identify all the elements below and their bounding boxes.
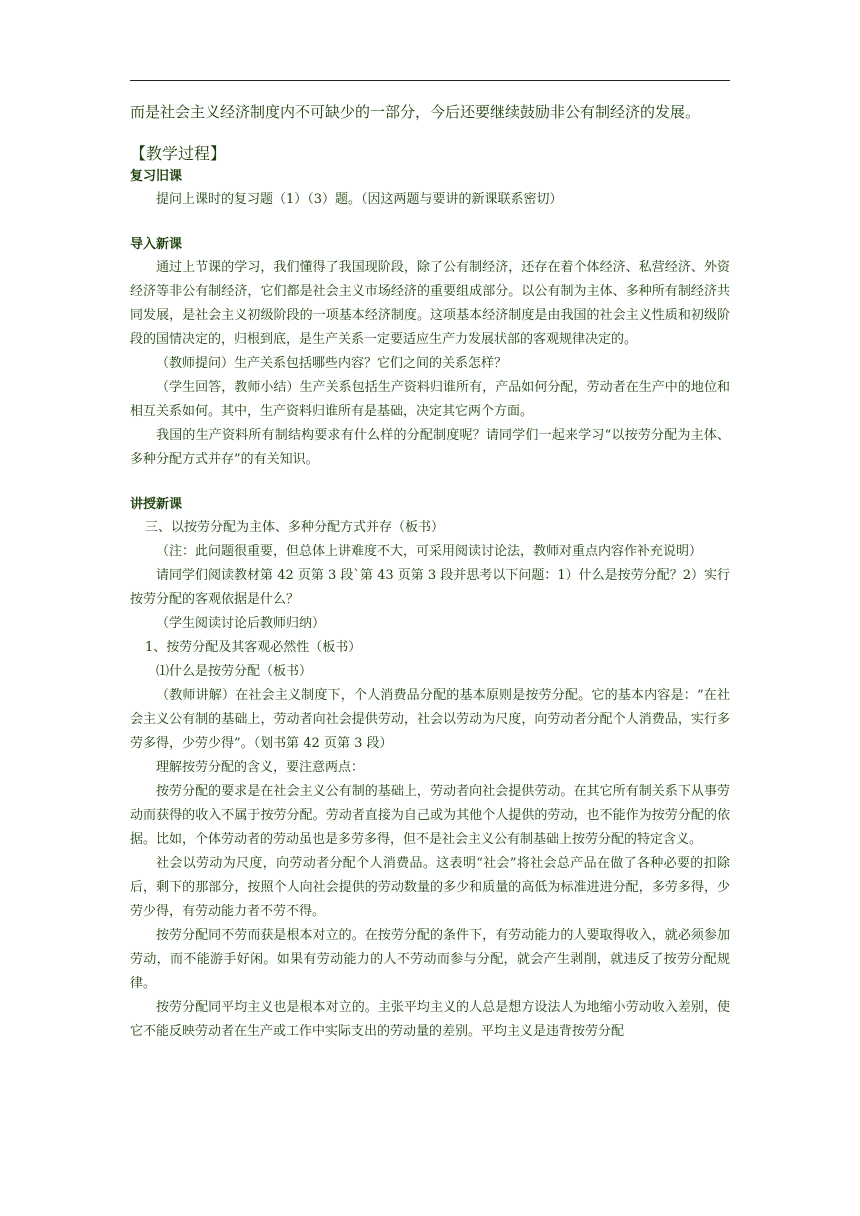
lecture-paragraph-7: 按劳分配的要求是在社会主义公有制的基础上，劳动者向社会提供劳动。在其它所有制关系下从事劳动而获得的收入不属于按劳分配。劳动者直接为自己或为其他个人提供的劳动，也不能作为按劳分配的依据。比如，个体劳动者的劳动虽也是多劳多得，但不是社会主义公有制基础上按劳分配的特定含义。 (130, 784, 730, 847)
lecture-paragraph-9: 按劳分配同不劳而获是根本对立的。在按劳分配的条件下，有劳动能力的人要取得收入，就必须参加劳动，而不能游手好闲。如果有劳动能力的人不劳动而参与分配，就会产生剥削，就违反了按劳分配规律。 (130, 928, 730, 991)
lecture-paragraph-4: ⑴什么是按劳分配（板书） (156, 664, 313, 679)
lecture-paragraph-10: 按劳分配同平均主义也是根本对立的。主张平均主义的人总是想方设法人为地缩小劳动收入差别，使它不能反映劳动者在生产或工作中实际支出的劳动量的差别。平均主义是违背按劳分配 (130, 1000, 730, 1039)
lecture-paragraph-2: 请同学们阅读教材第 42 页第 3 段`第 43 页第 3 段并思考以下问题：1）什么是按劳分配？2）实行按劳分配的客观依据是什么？ (130, 568, 730, 607)
intro-paragraph-4: 我国的生产资料所有制结构要求有什么样的分配制度呢？请同学们一起来学习“以按劳分配为主体、多种分配方式并存”的有关知识。 (130, 428, 730, 467)
lecture-paragraph-3: （学生阅读讨论后教师归纳） (156, 616, 326, 631)
lead-paragraph: 而是社会主义经济制度内不可缺少的一部分，今后还要继续鼓励非公有制经济的发展。 (130, 103, 701, 121)
document-body (130, 100, 730, 1044)
section-title: 【教学过程】 (130, 144, 227, 163)
lecture-paragraph-8: 社会以劳动为尺度，向劳动者分配个人消费品。这表明“社会”将社会总产品在做了各种必要的扣除后，剩下的那部分，按照个人向社会提供的劳动数量的多少和质量的高低为标准进进分配，多劳多得，少劳少得，有劳动能力者不劳不得。 (130, 856, 730, 919)
lecture-paragraph-6: 理解按劳分配的含义，要注意两点： (156, 760, 365, 775)
intro-heading: 导入新课 (130, 237, 183, 252)
lecture-paragraph-1: （注：此问题很重要，但总体上讲难度不大，可采用阅读讨论法，教师对重点内容作补充说明） (156, 544, 703, 559)
lecture-item-2: 1、按劳分配及其客观必然性（板书） (145, 640, 362, 655)
header-rule (130, 80, 730, 81)
review-heading: 复习旧课 (130, 169, 183, 184)
lecture-paragraph-5: （教师讲解）在社会主义制度下，个人消费品分配的基本原则是按劳分配。它的基本内容是：“在社会主义公有制的基础上，劳动者向社会提供劳动，社会以劳动为尺度，向劳动者分配个人消费品，实行多劳多得，少劳少得”。（划书第 42 页第 3 段） (130, 688, 730, 751)
intro-paragraph-3: （学生回答，教师小结）生产关系包括生产资料归谁所有，产品如何分配，劳动者在生产中的地位和相互关系如何。其中，生产资料归谁所有是基础，决定其它两个方面。 (130, 380, 730, 419)
review-paragraph: 提问上课时的复习题（1）（3）题。（因这两题与要讲的新课联系密切） (156, 192, 563, 207)
lecture-heading: 讲授新课 (130, 497, 183, 512)
lecture-item-1: 三、以按劳分配为主体、多种分配方式并存（板书） (145, 520, 445, 535)
intro-paragraph-1: 通过上节课的学习，我们懂得了我国现阶段，除了公有制经济，还存在着个体经济、私营经济、外资经济等非公有制经济，它们都是社会主义市场经济的重要组成部分。以公有制为主体、多种所有制经济共同发展，是社会主义初级阶段的一项基本经济制度。这项基本经济制度是由我国的社会主义性质和初级阶段的国情决定的，归根到底，是生产关系一定要适应生产力发展状部的客观规律决定的。 (130, 260, 730, 347)
intro-paragraph-2: （教师提问）生产关系包括哪些内容？它们之间的关系怎样？ (156, 356, 508, 371)
